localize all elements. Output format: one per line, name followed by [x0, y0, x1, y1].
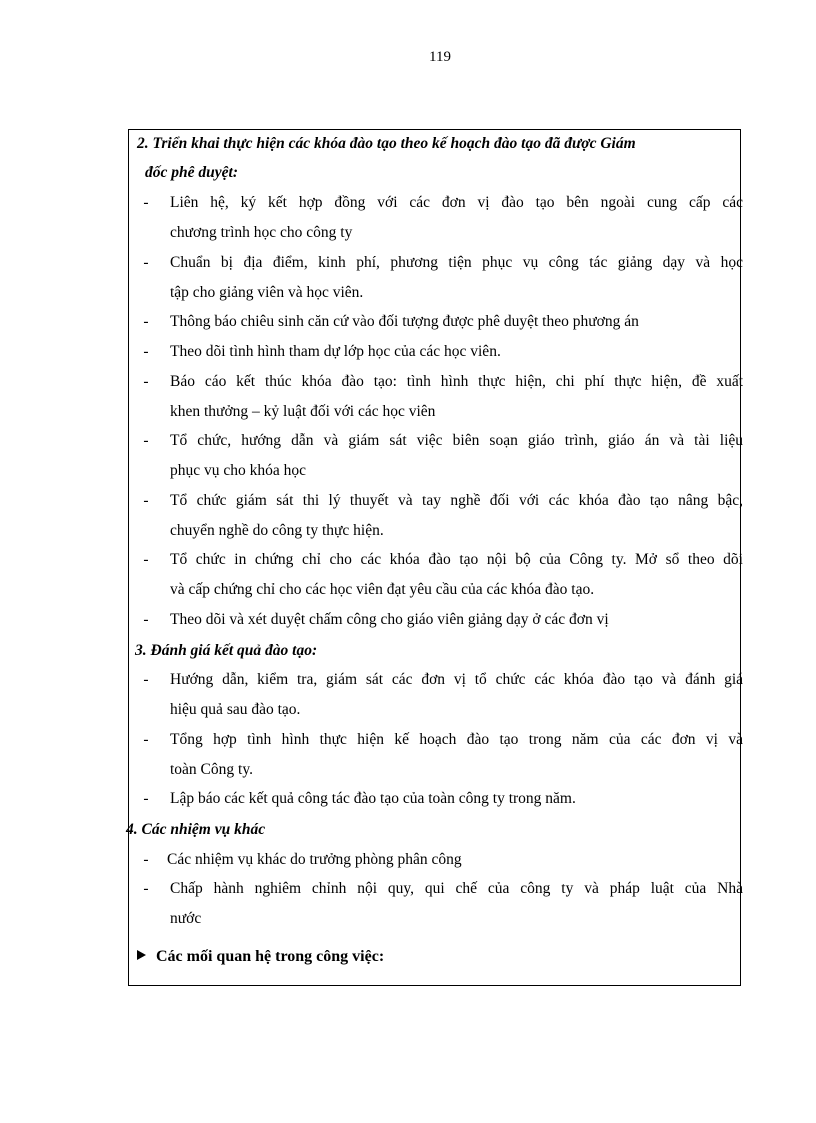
- content-box: [128, 129, 741, 986]
- section-2-heading-line2: đốc phê duyệt:: [145, 164, 238, 181]
- item-line1: Liên hệ, ký kết hợp đồng với các đơn vị đào tạo bên ngoài cung cấp các: [170, 194, 743, 211]
- dash-bullet: -: [143, 790, 149, 807]
- dash-bullet: -: [143, 313, 149, 330]
- arrow-bullet-icon: [137, 950, 146, 960]
- item-line2: toàn Công ty.: [170, 761, 253, 778]
- item-line1: Báo cáo kết thúc khóa đào tạo: tình hình thực hiện, chi phí thực hiện, đề xuất: [170, 373, 743, 390]
- item-line2: nước: [170, 910, 202, 927]
- item-line2: khen thưởng – kỷ luật đối với các học viên: [170, 403, 436, 420]
- item-line2: chuyển nghề do công ty thực hiện.: [170, 522, 384, 539]
- item-line1: Chuẩn bị địa điểm, kinh phí, phương tiện phục vụ công tác giảng dạy và học: [170, 254, 743, 271]
- dash-bullet: -: [143, 731, 149, 748]
- dash-bullet: -: [143, 432, 149, 449]
- item-line1: Tổ chức in chứng chỉ cho các khóa đào tạo nội bộ của Công ty. Mở sổ theo dõi: [170, 551, 743, 568]
- item-line1: Tổ chức giám sát thi lý thuyết và tay nghề đối với các khóa đào tạo nâng bậc,: [170, 492, 743, 509]
- relations-heading-text: Các mối quan hệ trong công việc:: [156, 948, 385, 965]
- dash-bullet: -: [143, 611, 149, 628]
- section-4-heading: 4. Các nhiệm vụ khác: [126, 821, 266, 838]
- dash-bullet: -: [143, 880, 149, 897]
- item-line2: phục vụ cho khóa học: [170, 462, 307, 479]
- section-2-heading-line1: 2. Triển khai thực hiện các khóa đào tạo theo kế hoạch đào tạo đã được Giám: [137, 135, 636, 152]
- item-line2: tập cho giảng viên và học viên.: [170, 284, 364, 301]
- page-number: 119: [429, 49, 451, 65]
- dash-bullet: -: [143, 671, 149, 688]
- item-line1: Các nhiệm vụ khác do trưởng phòng phân công: [167, 851, 462, 868]
- dash-bullet: -: [143, 492, 149, 509]
- dash-bullet: -: [143, 254, 149, 271]
- item-line1: Lập báo các kết quả công tác đào tạo của toàn công ty trong năm.: [170, 790, 576, 807]
- dash-bullet: -: [143, 373, 149, 390]
- item-line1: Theo dõi và xét duyệt chấm công cho giáo viên giảng dạy ở các đơn vị: [170, 611, 609, 628]
- dash-bullet: -: [143, 851, 149, 868]
- relations-heading: [137, 948, 384, 966]
- item-line1: Chấp hành nghiêm chỉnh nội quy, qui chế của công ty và pháp luật của Nhà: [170, 880, 743, 897]
- dash-bullet: -: [143, 343, 149, 360]
- item-line1: Thông báo chiêu sinh căn cứ vào đối tượng được phê duyệt theo phương án: [170, 313, 639, 330]
- item-line2: hiệu quả sau đào tạo.: [170, 701, 301, 718]
- item-line1: Hướng dẫn, kiểm tra, giám sát các đơn vị tổ chức các khóa đào tạo và đánh giá: [170, 671, 743, 688]
- item-line1: Tổng hợp tình hình thực hiện kế hoạch đào tạo trong năm của các đơn vị và: [170, 731, 743, 748]
- section-3-heading: 3. Đánh giá kết quả đào tạo:: [135, 642, 318, 659]
- dash-bullet: -: [143, 194, 149, 211]
- dash-bullet: -: [143, 551, 149, 568]
- item-line2: chương trình học cho công ty: [170, 224, 353, 241]
- item-line1: Tổ chức, hướng dẫn và giám sát việc biên soạn giáo trình, giáo án và tài liệu: [170, 432, 743, 449]
- item-line1: Theo dõi tình hình tham dự lớp học của các học viên.: [170, 343, 501, 360]
- item-line2: và cấp chứng chỉ cho các học viên đạt yêu cầu của các khóa đào tạo.: [170, 581, 595, 598]
